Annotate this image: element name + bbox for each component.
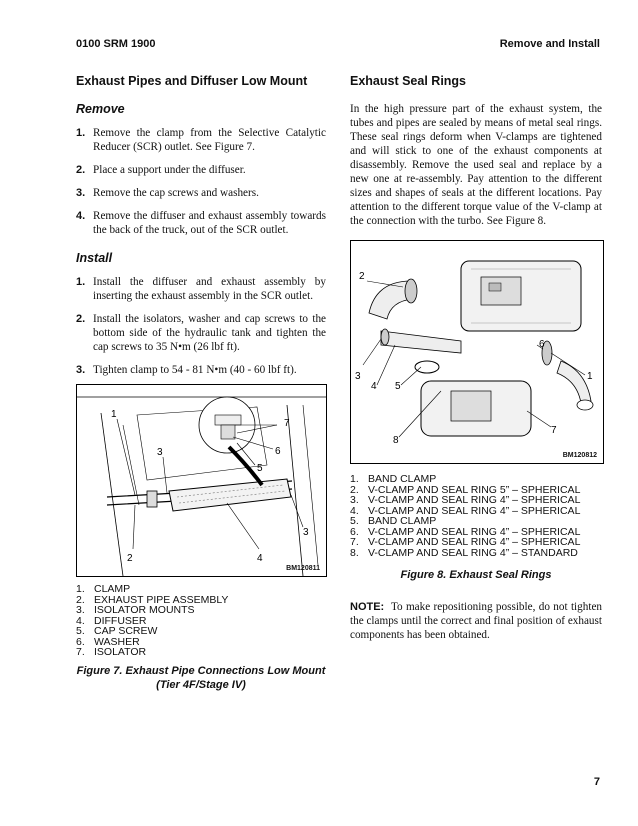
install-step: 3. Tighten clamp to 54 - 81 N•m (40 - 60 lbf ft). — [76, 364, 297, 376]
legend-item: 4. DIFFUSER — [76, 614, 147, 627]
note-paragraph — [350, 600, 602, 642]
legend-item: 2. EXHAUST PIPE ASSEMBLY — [76, 593, 229, 606]
remove-step: 4. Remove the diffuser and exhaust assembly towards the back of the truck, out of the SCR outlet. — [76, 210, 326, 236]
figure-7-legend — [76, 584, 326, 658]
callout-1: 1 — [587, 371, 593, 382]
remove-step: 3. Remove the cap screws and washers. — [76, 187, 259, 199]
figure-7-id: BM120811 — [286, 565, 320, 572]
install-step: 2. Install the isolators, washer and cap screws to the bottom side of the hydraulic tank and tighten the cap screws to 35 N•m (26 lbf ft). — [76, 313, 326, 353]
exhaust-pipe-drawing — [77, 385, 326, 576]
remove-step: 2. Place a support under the diffuser. — [76, 164, 246, 176]
callout-1: 1 — [111, 409, 117, 420]
legend-item: 7. V-CLAMP AND SEAL RING 4” – SPHERICAL — [350, 536, 581, 548]
legend-item: 5. BAND CLAMP — [350, 515, 437, 527]
seal-rings-paragraph: In the high pressure part of the exhaust system, the tubes and pipes are sealed by means of metal seal rings. These seal rings deform when V-clamps are tightened and will stick to one of the exhaust components at disassembly. Remove the used seal and replace by a new one at re-assembly. Pay attention to the different sizes and shapes of seals at the different locations. Pay attention to the different torque value of the V-clamp at the connection with the turbo. See Figure 8. — [350, 103, 602, 227]
right-column — [350, 74, 602, 228]
callout-4: 4 — [371, 381, 377, 392]
legend-item: 7. ISOLATOR — [76, 646, 147, 658]
callout-7: 7 — [284, 418, 290, 429]
legend-item: 3. ISOLATOR MOUNTS — [76, 604, 195, 616]
install-step: 1. Install the diffuser and exhaust assembly by inserting the exhaust assembly in the SCR outlet. — [76, 276, 326, 302]
install-steps — [76, 275, 326, 377]
section-title-exhaust-pipes: Exhaust Pipes and Diffuser Low Mount — [76, 74, 308, 88]
remove-steps — [76, 126, 326, 237]
subheading-install: Install — [76, 251, 113, 265]
figure-8-legend — [350, 474, 602, 558]
legend-item: 4. V-CLAMP AND SEAL RING 4” – SPHERICAL — [350, 504, 581, 517]
exhaust-seal-drawing — [351, 241, 603, 463]
legend-item: 1. CLAMP — [76, 583, 131, 595]
figure-7-caption: Figure 7. Exhaust Pipe Connections Low Mount (Tier 4F/Stage IV) — [76, 665, 326, 691]
callout-3: 3 — [355, 371, 361, 382]
callout-7: 7 — [551, 425, 557, 436]
legend-item: 5. CAP SCREW — [76, 625, 158, 637]
legend-item: 8. V-CLAMP AND SEAL RING 4” – STANDARD — [350, 546, 578, 559]
callout-2: 2 — [127, 553, 133, 564]
note-label: NOTE: — [350, 601, 385, 613]
legend-item: 3. V-CLAMP AND SEAL RING 4” – SPHERICAL — [350, 494, 581, 506]
callout-3-top: 3 — [157, 447, 163, 458]
legend-item: 2. V-CLAMP AND SEAL RING 5” – SPHERICAL — [350, 483, 581, 496]
header-section-title: Remove and Install — [499, 38, 600, 50]
subheading-remove: Remove — [76, 102, 125, 116]
legend-item: 1. BAND CLAMP — [350, 473, 437, 485]
note-text: To make repositioning possible, do not tighten the clamps until the correct and final position of exhaust components has been obtained. — [350, 601, 603, 641]
section-title-exhaust-seal-rings: Exhaust Seal Rings — [350, 74, 467, 88]
header-document-id: 0100 SRM 1900 — [76, 38, 156, 50]
legend-item: 6. V-CLAMP AND SEAL RING 4” – SPHERICAL — [350, 525, 581, 538]
callout-8: 8 — [393, 435, 399, 446]
figure-7-illustration — [76, 384, 327, 577]
callout-6: 6 — [275, 446, 281, 457]
callout-5: 5 — [395, 381, 401, 392]
callout-5: 5 — [257, 463, 263, 474]
callout-3-right: 3 — [303, 527, 309, 538]
figure-8-caption: Figure 8. Exhaust Seal Rings — [400, 569, 552, 581]
figure-8-illustration — [350, 240, 604, 464]
page-number: 7 — [593, 776, 600, 788]
legend-item: 6. WASHER — [76, 635, 140, 648]
callout-4: 4 — [257, 553, 263, 564]
remove-step: 1. Remove the clamp from the Selective Catalytic Reducer (SCR) outlet. See Figure 7. — [76, 127, 326, 153]
callout-6: 6 — [539, 339, 545, 350]
left-column — [76, 74, 326, 386]
figure-8-id: BM120812 — [562, 452, 597, 459]
callout-2: 2 — [359, 271, 365, 282]
